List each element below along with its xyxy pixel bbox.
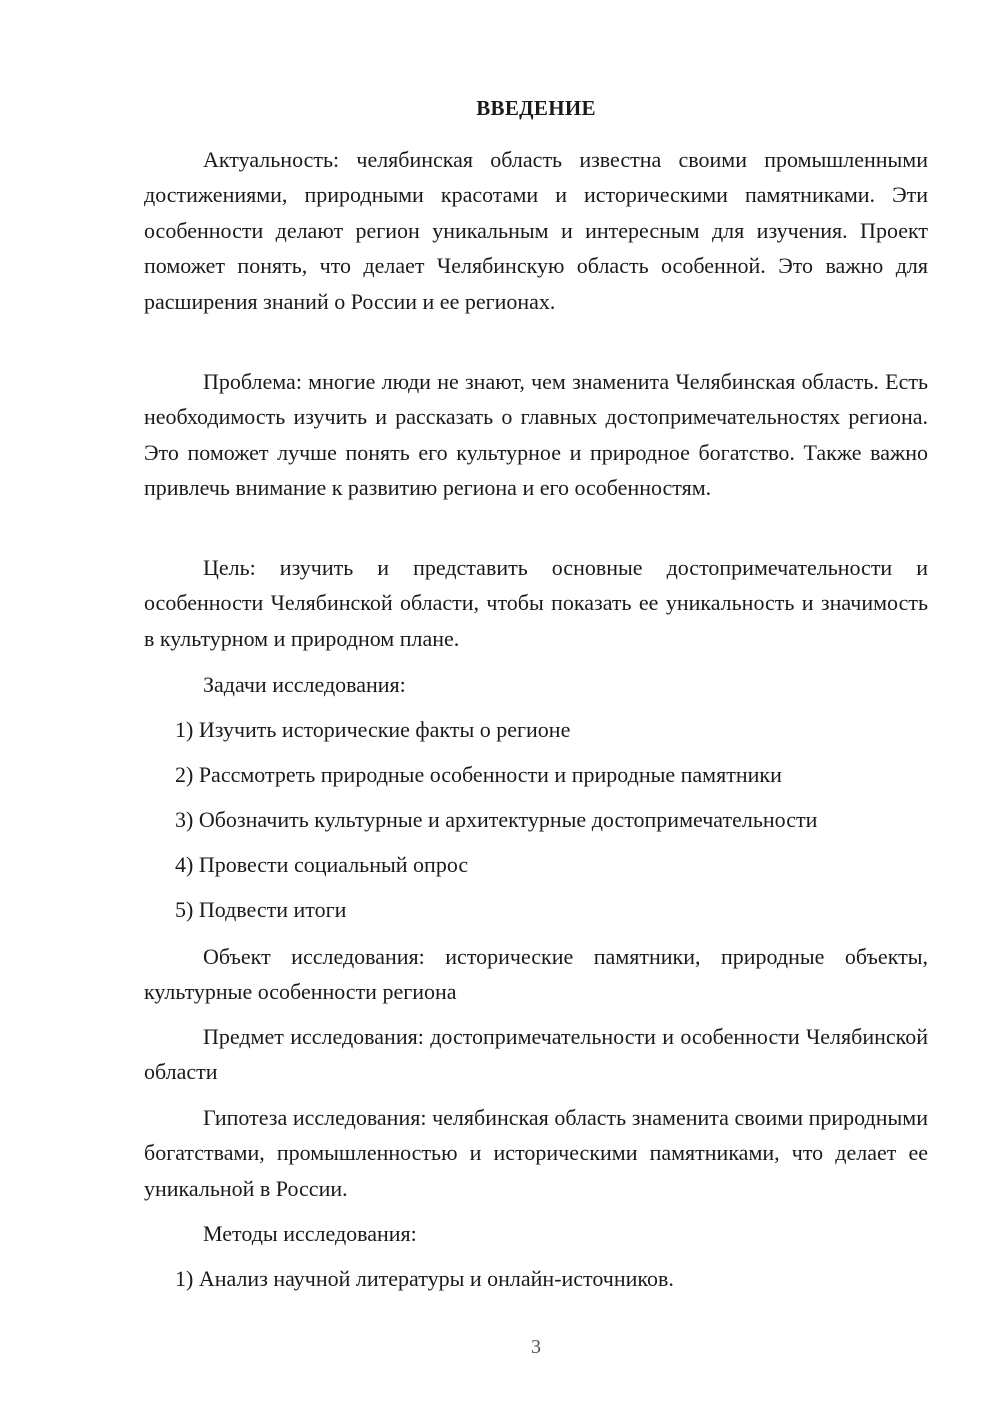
subject-paragraph: Предмет исследования: достопримечательности и особенности Челябинской области (144, 1024, 928, 1085)
hypothesis-paragraph: Гипотеза исследования: челябинская область знаменита своими природными богатствами, промышленностью и историческими памятниками, что делает ее уникальной в России. (144, 1105, 928, 1201)
task-item-2: 2) Рассмотреть природные особенности и природные памятники (175, 762, 782, 787)
task-item-4: 4) Провести социальный опрос (175, 852, 469, 877)
task-item-1: 1) Изучить исторические факты о регионе (175, 717, 571, 742)
relevance-paragraph: Актуальность: челябинская область известна своими промышленными достижениями, природными красотами и историческими памятниками. Эти особенности делают регион уникальным и интересным для изучения. Проект поможет понять, что делает Челябинскую область особенной. Это важно для расширения знаний о России и ее регионах. (144, 147, 928, 314)
problem-paragraph: Проблема: многие люди не знают, чем знаменита Челябинская область. Есть необходимость изучить и рассказать о главных достопримечательностях региона. Это поможет лучше понять его культурное и природное богатство. Также важно привлечь внимание к развитию региона и его особенностям. (144, 369, 928, 501)
page-number: 3 (531, 1336, 541, 1358)
page-title: ВВЕДЕНИЕ (476, 96, 596, 120)
tasks-heading: Задачи исследования: (203, 672, 406, 697)
method-item-1: 1) Анализ научной литературы и онлайн-источников. (175, 1266, 674, 1291)
goal-paragraph: Цель: изучить и представить основные достопримечательности и особенности Челябинской области, чтобы показать ее уникальность и значимость в культурном и природном плане. (144, 555, 928, 651)
task-item-3: 3) Обозначить культурные и архитектурные достопримечательности (175, 807, 818, 832)
object-paragraph: Объект исследования: исторические памятники, природные объекты, культурные особенности региона (144, 944, 928, 1005)
task-item-5: 5) Подвести итоги (175, 897, 347, 922)
methods-heading: Методы исследования: (203, 1221, 417, 1246)
